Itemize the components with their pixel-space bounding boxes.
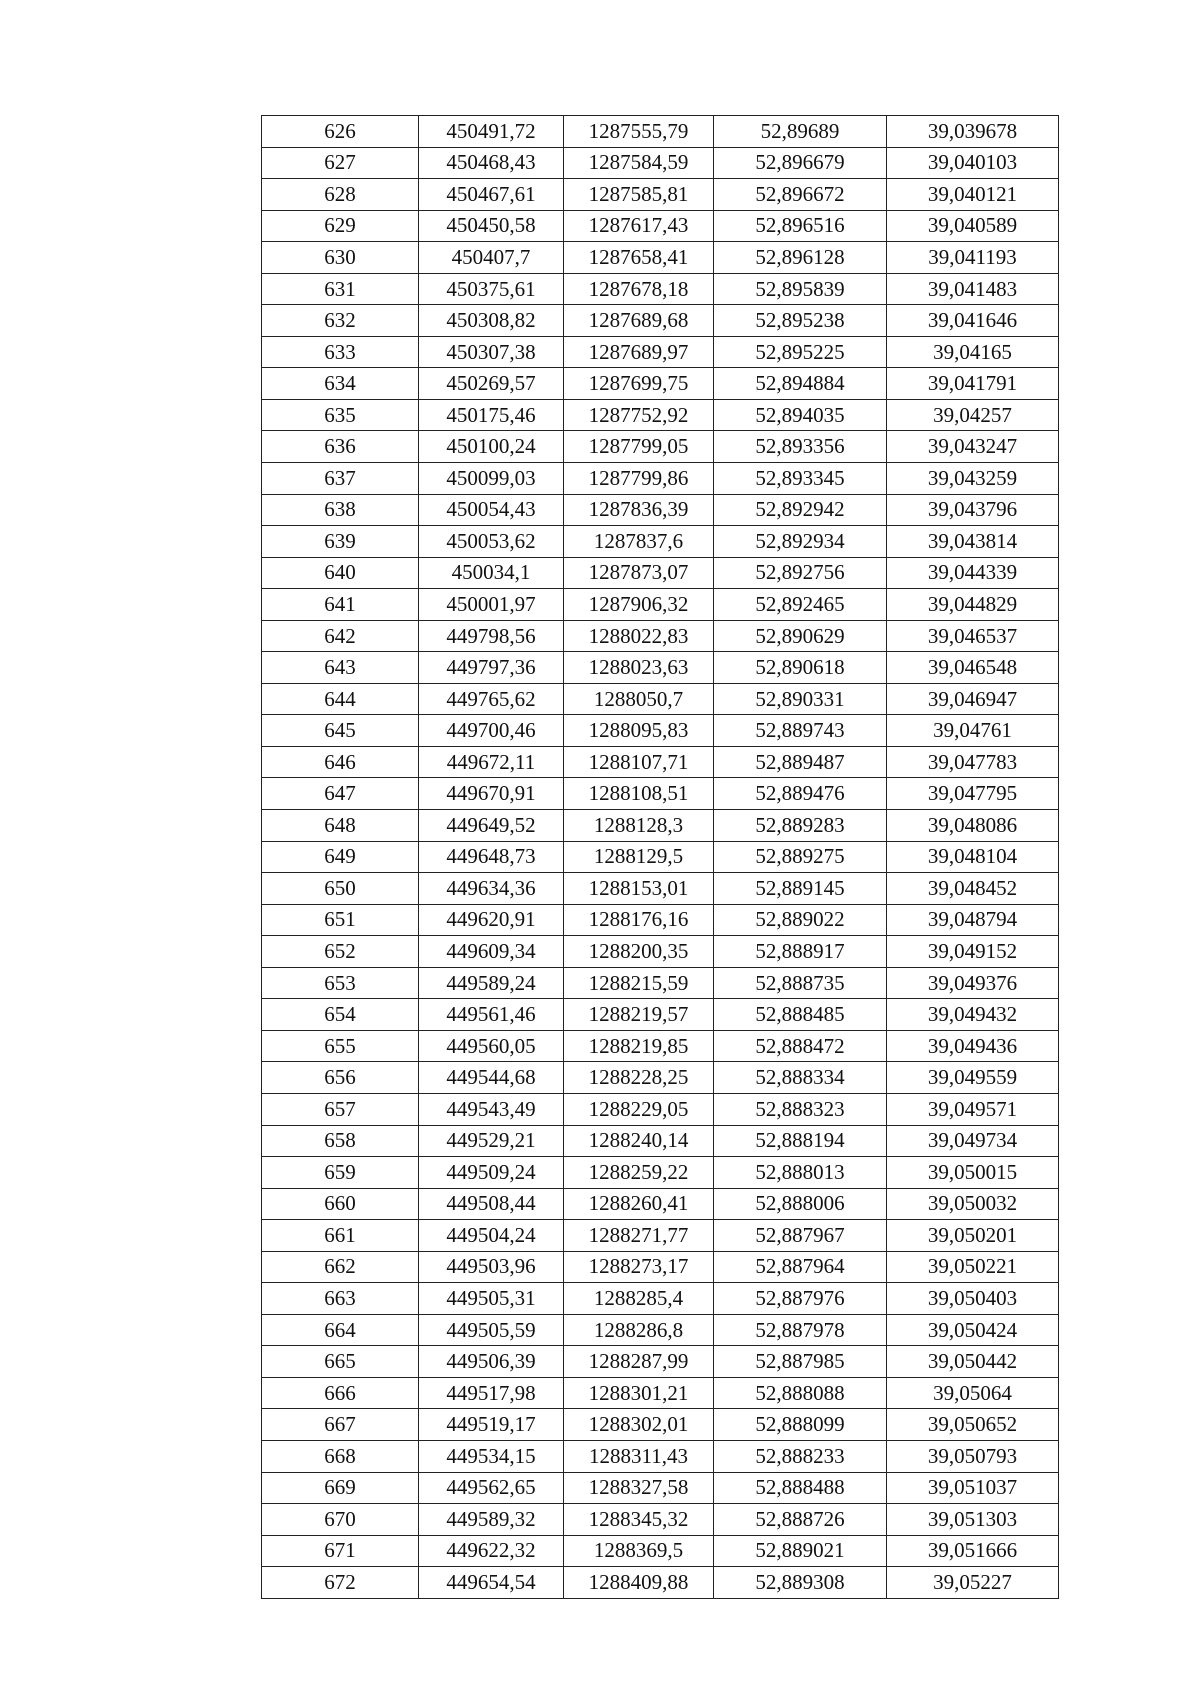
point-number-cell: 647 [262, 778, 419, 810]
y-coordinate-cell: 1288259,22 [564, 1157, 714, 1189]
point-number-cell: 634 [262, 368, 419, 400]
y-coordinate-cell: 1287689,97 [564, 336, 714, 368]
table-row [262, 620, 1059, 652]
latitude-cell: 52,889476 [714, 778, 887, 810]
longitude-cell: 39,046947 [887, 683, 1059, 715]
longitude-cell: 39,051303 [887, 1504, 1059, 1536]
longitude-cell: 39,051666 [887, 1535, 1059, 1567]
latitude-cell: 52,895225 [714, 336, 887, 368]
y-coordinate-cell: 1288022,83 [564, 620, 714, 652]
latitude-cell: 52,888488 [714, 1472, 887, 1504]
longitude-cell: 39,047795 [887, 778, 1059, 810]
x-coordinate-cell: 449534,15 [419, 1440, 564, 1472]
latitude-cell: 52,887976 [714, 1283, 887, 1315]
longitude-cell: 39,05064 [887, 1377, 1059, 1409]
point-number-cell: 671 [262, 1535, 419, 1567]
latitude-cell: 52,890331 [714, 683, 887, 715]
point-number-cell: 659 [262, 1157, 419, 1189]
latitude-cell: 52,889022 [714, 904, 887, 936]
y-coordinate-cell: 1287585,81 [564, 179, 714, 211]
x-coordinate-cell: 449529,21 [419, 1125, 564, 1157]
table-row [262, 368, 1059, 400]
y-coordinate-cell: 1288285,4 [564, 1283, 714, 1315]
point-number-cell: 637 [262, 463, 419, 495]
latitude-cell: 52,896516 [714, 210, 887, 242]
latitude-cell: 52,896672 [714, 179, 887, 211]
x-coordinate-cell: 449543,49 [419, 1093, 564, 1125]
longitude-cell: 39,043247 [887, 431, 1059, 463]
x-coordinate-cell: 449505,59 [419, 1314, 564, 1346]
latitude-cell: 52,888233 [714, 1440, 887, 1472]
y-coordinate-cell: 1288050,7 [564, 683, 714, 715]
table-row [262, 1535, 1059, 1567]
latitude-cell: 52,892942 [714, 494, 887, 526]
latitude-cell: 52,892934 [714, 526, 887, 558]
longitude-cell: 39,047783 [887, 746, 1059, 778]
x-coordinate-cell: 449589,24 [419, 967, 564, 999]
table-row [262, 904, 1059, 936]
x-coordinate-cell: 449505,31 [419, 1283, 564, 1315]
table-row [262, 873, 1059, 905]
x-coordinate-cell: 449622,32 [419, 1535, 564, 1567]
point-number-cell: 654 [262, 999, 419, 1031]
latitude-cell: 52,894035 [714, 399, 887, 431]
x-coordinate-cell: 449654,54 [419, 1567, 564, 1599]
table-row [262, 1157, 1059, 1189]
table-row [262, 210, 1059, 242]
point-number-cell: 660 [262, 1188, 419, 1220]
point-number-cell: 648 [262, 810, 419, 842]
coordinates-table-body [262, 116, 1059, 1599]
table-row [262, 746, 1059, 778]
longitude-cell: 39,049376 [887, 967, 1059, 999]
table-row [262, 1283, 1059, 1315]
table-row [262, 1188, 1059, 1220]
x-coordinate-cell: 450269,57 [419, 368, 564, 400]
longitude-cell: 39,040103 [887, 147, 1059, 179]
point-number-cell: 627 [262, 147, 419, 179]
y-coordinate-cell: 1287699,75 [564, 368, 714, 400]
y-coordinate-cell: 1288219,85 [564, 1030, 714, 1062]
y-coordinate-cell: 1288327,58 [564, 1472, 714, 1504]
table-row [262, 1567, 1059, 1599]
y-coordinate-cell: 1287584,59 [564, 147, 714, 179]
point-number-cell: 629 [262, 210, 419, 242]
x-coordinate-cell: 449589,32 [419, 1504, 564, 1536]
x-coordinate-cell: 449609,34 [419, 936, 564, 968]
y-coordinate-cell: 1288311,43 [564, 1440, 714, 1472]
y-coordinate-cell: 1287752,92 [564, 399, 714, 431]
x-coordinate-cell: 449649,52 [419, 810, 564, 842]
longitude-cell: 39,049571 [887, 1093, 1059, 1125]
latitude-cell: 52,890618 [714, 652, 887, 684]
y-coordinate-cell: 1288176,16 [564, 904, 714, 936]
y-coordinate-cell: 1287689,68 [564, 305, 714, 337]
point-number-cell: 652 [262, 936, 419, 968]
x-coordinate-cell: 450099,03 [419, 463, 564, 495]
x-coordinate-cell: 449561,46 [419, 999, 564, 1031]
point-number-cell: 649 [262, 841, 419, 873]
table-row [262, 1409, 1059, 1441]
latitude-cell: 52,888194 [714, 1125, 887, 1157]
longitude-cell: 39,040121 [887, 179, 1059, 211]
longitude-cell: 39,046537 [887, 620, 1059, 652]
x-coordinate-cell: 449670,91 [419, 778, 564, 810]
point-number-cell: 628 [262, 179, 419, 211]
latitude-cell: 52,890629 [714, 620, 887, 652]
x-coordinate-cell: 449509,24 [419, 1157, 564, 1189]
table-row [262, 967, 1059, 999]
x-coordinate-cell: 449517,98 [419, 1377, 564, 1409]
table-row [262, 778, 1059, 810]
longitude-cell: 39,040589 [887, 210, 1059, 242]
y-coordinate-cell: 1288128,3 [564, 810, 714, 842]
y-coordinate-cell: 1288302,01 [564, 1409, 714, 1441]
point-number-cell: 658 [262, 1125, 419, 1157]
longitude-cell: 39,04257 [887, 399, 1059, 431]
point-number-cell: 668 [262, 1440, 419, 1472]
x-coordinate-cell: 449508,44 [419, 1188, 564, 1220]
longitude-cell: 39,050221 [887, 1251, 1059, 1283]
point-number-cell: 655 [262, 1030, 419, 1062]
x-coordinate-cell: 449798,56 [419, 620, 564, 652]
point-number-cell: 670 [262, 1504, 419, 1536]
x-coordinate-cell: 449503,96 [419, 1251, 564, 1283]
table-row [262, 683, 1059, 715]
x-coordinate-cell: 450308,82 [419, 305, 564, 337]
y-coordinate-cell: 1287906,32 [564, 589, 714, 621]
y-coordinate-cell: 1288345,32 [564, 1504, 714, 1536]
table-row [262, 1377, 1059, 1409]
y-coordinate-cell: 1287873,07 [564, 557, 714, 589]
x-coordinate-cell: 450053,62 [419, 526, 564, 558]
y-coordinate-cell: 1288200,35 [564, 936, 714, 968]
table-row [262, 557, 1059, 589]
longitude-cell: 39,048452 [887, 873, 1059, 905]
x-coordinate-cell: 449519,17 [419, 1409, 564, 1441]
latitude-cell: 52,887967 [714, 1220, 887, 1252]
point-number-cell: 644 [262, 683, 419, 715]
latitude-cell: 52,888917 [714, 936, 887, 968]
x-coordinate-cell: 449765,62 [419, 683, 564, 715]
longitude-cell: 39,044339 [887, 557, 1059, 589]
latitude-cell: 52,889145 [714, 873, 887, 905]
x-coordinate-cell: 449506,39 [419, 1346, 564, 1378]
longitude-cell: 39,049559 [887, 1062, 1059, 1094]
y-coordinate-cell: 1288215,59 [564, 967, 714, 999]
point-number-cell: 665 [262, 1346, 419, 1378]
latitude-cell: 52,895839 [714, 273, 887, 305]
y-coordinate-cell: 1288271,77 [564, 1220, 714, 1252]
x-coordinate-cell: 450175,46 [419, 399, 564, 431]
table-row [262, 1030, 1059, 1062]
point-number-cell: 643 [262, 652, 419, 684]
x-coordinate-cell: 449634,36 [419, 873, 564, 905]
point-number-cell: 639 [262, 526, 419, 558]
x-coordinate-cell: 450450,58 [419, 210, 564, 242]
x-coordinate-cell: 449544,68 [419, 1062, 564, 1094]
point-number-cell: 663 [262, 1283, 419, 1315]
y-coordinate-cell: 1288287,99 [564, 1346, 714, 1378]
latitude-cell: 52,888088 [714, 1377, 887, 1409]
y-coordinate-cell: 1288219,57 [564, 999, 714, 1031]
x-coordinate-cell: 449797,36 [419, 652, 564, 684]
table-row [262, 1314, 1059, 1346]
longitude-cell: 39,049734 [887, 1125, 1059, 1157]
y-coordinate-cell: 1288153,01 [564, 873, 714, 905]
x-coordinate-cell: 449560,05 [419, 1030, 564, 1062]
y-coordinate-cell: 1288240,14 [564, 1125, 714, 1157]
point-number-cell: 653 [262, 967, 419, 999]
x-coordinate-cell: 449672,11 [419, 746, 564, 778]
point-number-cell: 646 [262, 746, 419, 778]
point-number-cell: 635 [262, 399, 419, 431]
y-coordinate-cell: 1288228,25 [564, 1062, 714, 1094]
point-number-cell: 651 [262, 904, 419, 936]
longitude-cell: 39,050403 [887, 1283, 1059, 1315]
latitude-cell: 52,888726 [714, 1504, 887, 1536]
latitude-cell: 52,888472 [714, 1030, 887, 1062]
table-row [262, 1093, 1059, 1125]
y-coordinate-cell: 1288129,5 [564, 841, 714, 873]
table-row [262, 841, 1059, 873]
point-number-cell: 650 [262, 873, 419, 905]
longitude-cell: 39,041646 [887, 305, 1059, 337]
longitude-cell: 39,043814 [887, 526, 1059, 558]
point-number-cell: 661 [262, 1220, 419, 1252]
table-row [262, 715, 1059, 747]
table-row [262, 1346, 1059, 1378]
longitude-cell: 39,041193 [887, 242, 1059, 274]
table-row [262, 526, 1059, 558]
latitude-cell: 52,888485 [714, 999, 887, 1031]
longitude-cell: 39,041791 [887, 368, 1059, 400]
x-coordinate-cell: 450054,43 [419, 494, 564, 526]
point-number-cell: 657 [262, 1093, 419, 1125]
y-coordinate-cell: 1288286,8 [564, 1314, 714, 1346]
table-row [262, 936, 1059, 968]
y-coordinate-cell: 1287658,41 [564, 242, 714, 274]
point-number-cell: 632 [262, 305, 419, 337]
table-row [262, 399, 1059, 431]
longitude-cell: 39,049152 [887, 936, 1059, 968]
longitude-cell: 39,043796 [887, 494, 1059, 526]
longitude-cell: 39,041483 [887, 273, 1059, 305]
table-row [262, 463, 1059, 495]
point-number-cell: 662 [262, 1251, 419, 1283]
longitude-cell: 39,04165 [887, 336, 1059, 368]
latitude-cell: 52,896679 [714, 147, 887, 179]
latitude-cell: 52,89689 [714, 116, 887, 148]
y-coordinate-cell: 1287678,18 [564, 273, 714, 305]
table-row [262, 1251, 1059, 1283]
table-row [262, 494, 1059, 526]
table-row [262, 1062, 1059, 1094]
latitude-cell: 52,887978 [714, 1314, 887, 1346]
point-number-cell: 633 [262, 336, 419, 368]
x-coordinate-cell: 450407,7 [419, 242, 564, 274]
x-coordinate-cell: 450468,43 [419, 147, 564, 179]
y-coordinate-cell: 1288107,71 [564, 746, 714, 778]
latitude-cell: 52,888099 [714, 1409, 887, 1441]
longitude-cell: 39,050793 [887, 1440, 1059, 1472]
longitude-cell: 39,049432 [887, 999, 1059, 1031]
table-row [262, 1220, 1059, 1252]
latitude-cell: 52,889487 [714, 746, 887, 778]
x-coordinate-cell: 450001,97 [419, 589, 564, 621]
latitude-cell: 52,887985 [714, 1346, 887, 1378]
point-number-cell: 664 [262, 1314, 419, 1346]
point-number-cell: 642 [262, 620, 419, 652]
y-coordinate-cell: 1288260,41 [564, 1188, 714, 1220]
longitude-cell: 39,05227 [887, 1567, 1059, 1599]
point-number-cell: 630 [262, 242, 419, 274]
longitude-cell: 39,043259 [887, 463, 1059, 495]
table-row [262, 1504, 1059, 1536]
latitude-cell: 52,887964 [714, 1251, 887, 1283]
longitude-cell: 39,048104 [887, 841, 1059, 873]
y-coordinate-cell: 1288273,17 [564, 1251, 714, 1283]
table-row [262, 147, 1059, 179]
latitude-cell: 52,889308 [714, 1567, 887, 1599]
table-row [262, 305, 1059, 337]
table-row [262, 179, 1059, 211]
x-coordinate-cell: 449700,46 [419, 715, 564, 747]
longitude-cell: 39,050201 [887, 1220, 1059, 1252]
table-row [262, 336, 1059, 368]
y-coordinate-cell: 1288301,21 [564, 1377, 714, 1409]
latitude-cell: 52,896128 [714, 242, 887, 274]
longitude-cell: 39,050442 [887, 1346, 1059, 1378]
point-number-cell: 667 [262, 1409, 419, 1441]
point-number-cell: 638 [262, 494, 419, 526]
y-coordinate-cell: 1287617,43 [564, 210, 714, 242]
latitude-cell: 52,894884 [714, 368, 887, 400]
latitude-cell: 52,888006 [714, 1188, 887, 1220]
x-coordinate-cell: 450100,24 [419, 431, 564, 463]
table-row [262, 1440, 1059, 1472]
longitude-cell: 39,044829 [887, 589, 1059, 621]
table-row [262, 273, 1059, 305]
table-row [262, 999, 1059, 1031]
latitude-cell: 52,889283 [714, 810, 887, 842]
latitude-cell: 52,889021 [714, 1535, 887, 1567]
latitude-cell: 52,888334 [714, 1062, 887, 1094]
point-number-cell: 631 [262, 273, 419, 305]
latitude-cell: 52,895238 [714, 305, 887, 337]
point-number-cell: 641 [262, 589, 419, 621]
longitude-cell: 39,04761 [887, 715, 1059, 747]
longitude-cell: 39,046548 [887, 652, 1059, 684]
longitude-cell: 39,039678 [887, 116, 1059, 148]
latitude-cell: 52,889743 [714, 715, 887, 747]
y-coordinate-cell: 1288023,63 [564, 652, 714, 684]
x-coordinate-cell: 450034,1 [419, 557, 564, 589]
y-coordinate-cell: 1288369,5 [564, 1535, 714, 1567]
y-coordinate-cell: 1288095,83 [564, 715, 714, 747]
latitude-cell: 52,892465 [714, 589, 887, 621]
point-number-cell: 626 [262, 116, 419, 148]
longitude-cell: 39,050652 [887, 1409, 1059, 1441]
y-coordinate-cell: 1288108,51 [564, 778, 714, 810]
table-row [262, 1472, 1059, 1504]
y-coordinate-cell: 1287555,79 [564, 116, 714, 148]
point-number-cell: 636 [262, 431, 419, 463]
x-coordinate-cell: 449620,91 [419, 904, 564, 936]
latitude-cell: 52,889275 [714, 841, 887, 873]
y-coordinate-cell: 1287836,39 [564, 494, 714, 526]
y-coordinate-cell: 1287799,86 [564, 463, 714, 495]
point-number-cell: 669 [262, 1472, 419, 1504]
x-coordinate-cell: 450375,61 [419, 273, 564, 305]
latitude-cell: 52,893356 [714, 431, 887, 463]
longitude-cell: 39,049436 [887, 1030, 1059, 1062]
y-coordinate-cell: 1288229,05 [564, 1093, 714, 1125]
longitude-cell: 39,048086 [887, 810, 1059, 842]
y-coordinate-cell: 1287837,6 [564, 526, 714, 558]
latitude-cell: 52,893345 [714, 463, 887, 495]
x-coordinate-cell: 450467,61 [419, 179, 564, 211]
x-coordinate-cell: 450307,38 [419, 336, 564, 368]
x-coordinate-cell: 449562,65 [419, 1472, 564, 1504]
point-number-cell: 645 [262, 715, 419, 747]
point-number-cell: 666 [262, 1377, 419, 1409]
longitude-cell: 39,050015 [887, 1157, 1059, 1189]
latitude-cell: 52,892756 [714, 557, 887, 589]
table-row [262, 242, 1059, 274]
longitude-cell: 39,050424 [887, 1314, 1059, 1346]
table-row [262, 589, 1059, 621]
table-row [262, 652, 1059, 684]
coordinates-table [261, 115, 1059, 1599]
latitude-cell: 52,888323 [714, 1093, 887, 1125]
x-coordinate-cell: 449648,73 [419, 841, 564, 873]
longitude-cell: 39,051037 [887, 1472, 1059, 1504]
table-row [262, 1125, 1059, 1157]
x-coordinate-cell: 449504,24 [419, 1220, 564, 1252]
point-number-cell: 640 [262, 557, 419, 589]
table-row [262, 810, 1059, 842]
point-number-cell: 656 [262, 1062, 419, 1094]
y-coordinate-cell: 1288409,88 [564, 1567, 714, 1599]
latitude-cell: 52,888013 [714, 1157, 887, 1189]
x-coordinate-cell: 450491,72 [419, 116, 564, 148]
latitude-cell: 52,888735 [714, 967, 887, 999]
table-row [262, 431, 1059, 463]
longitude-cell: 39,050032 [887, 1188, 1059, 1220]
table-row [262, 116, 1059, 148]
longitude-cell: 39,048794 [887, 904, 1059, 936]
y-coordinate-cell: 1287799,05 [564, 431, 714, 463]
point-number-cell: 672 [262, 1567, 419, 1599]
